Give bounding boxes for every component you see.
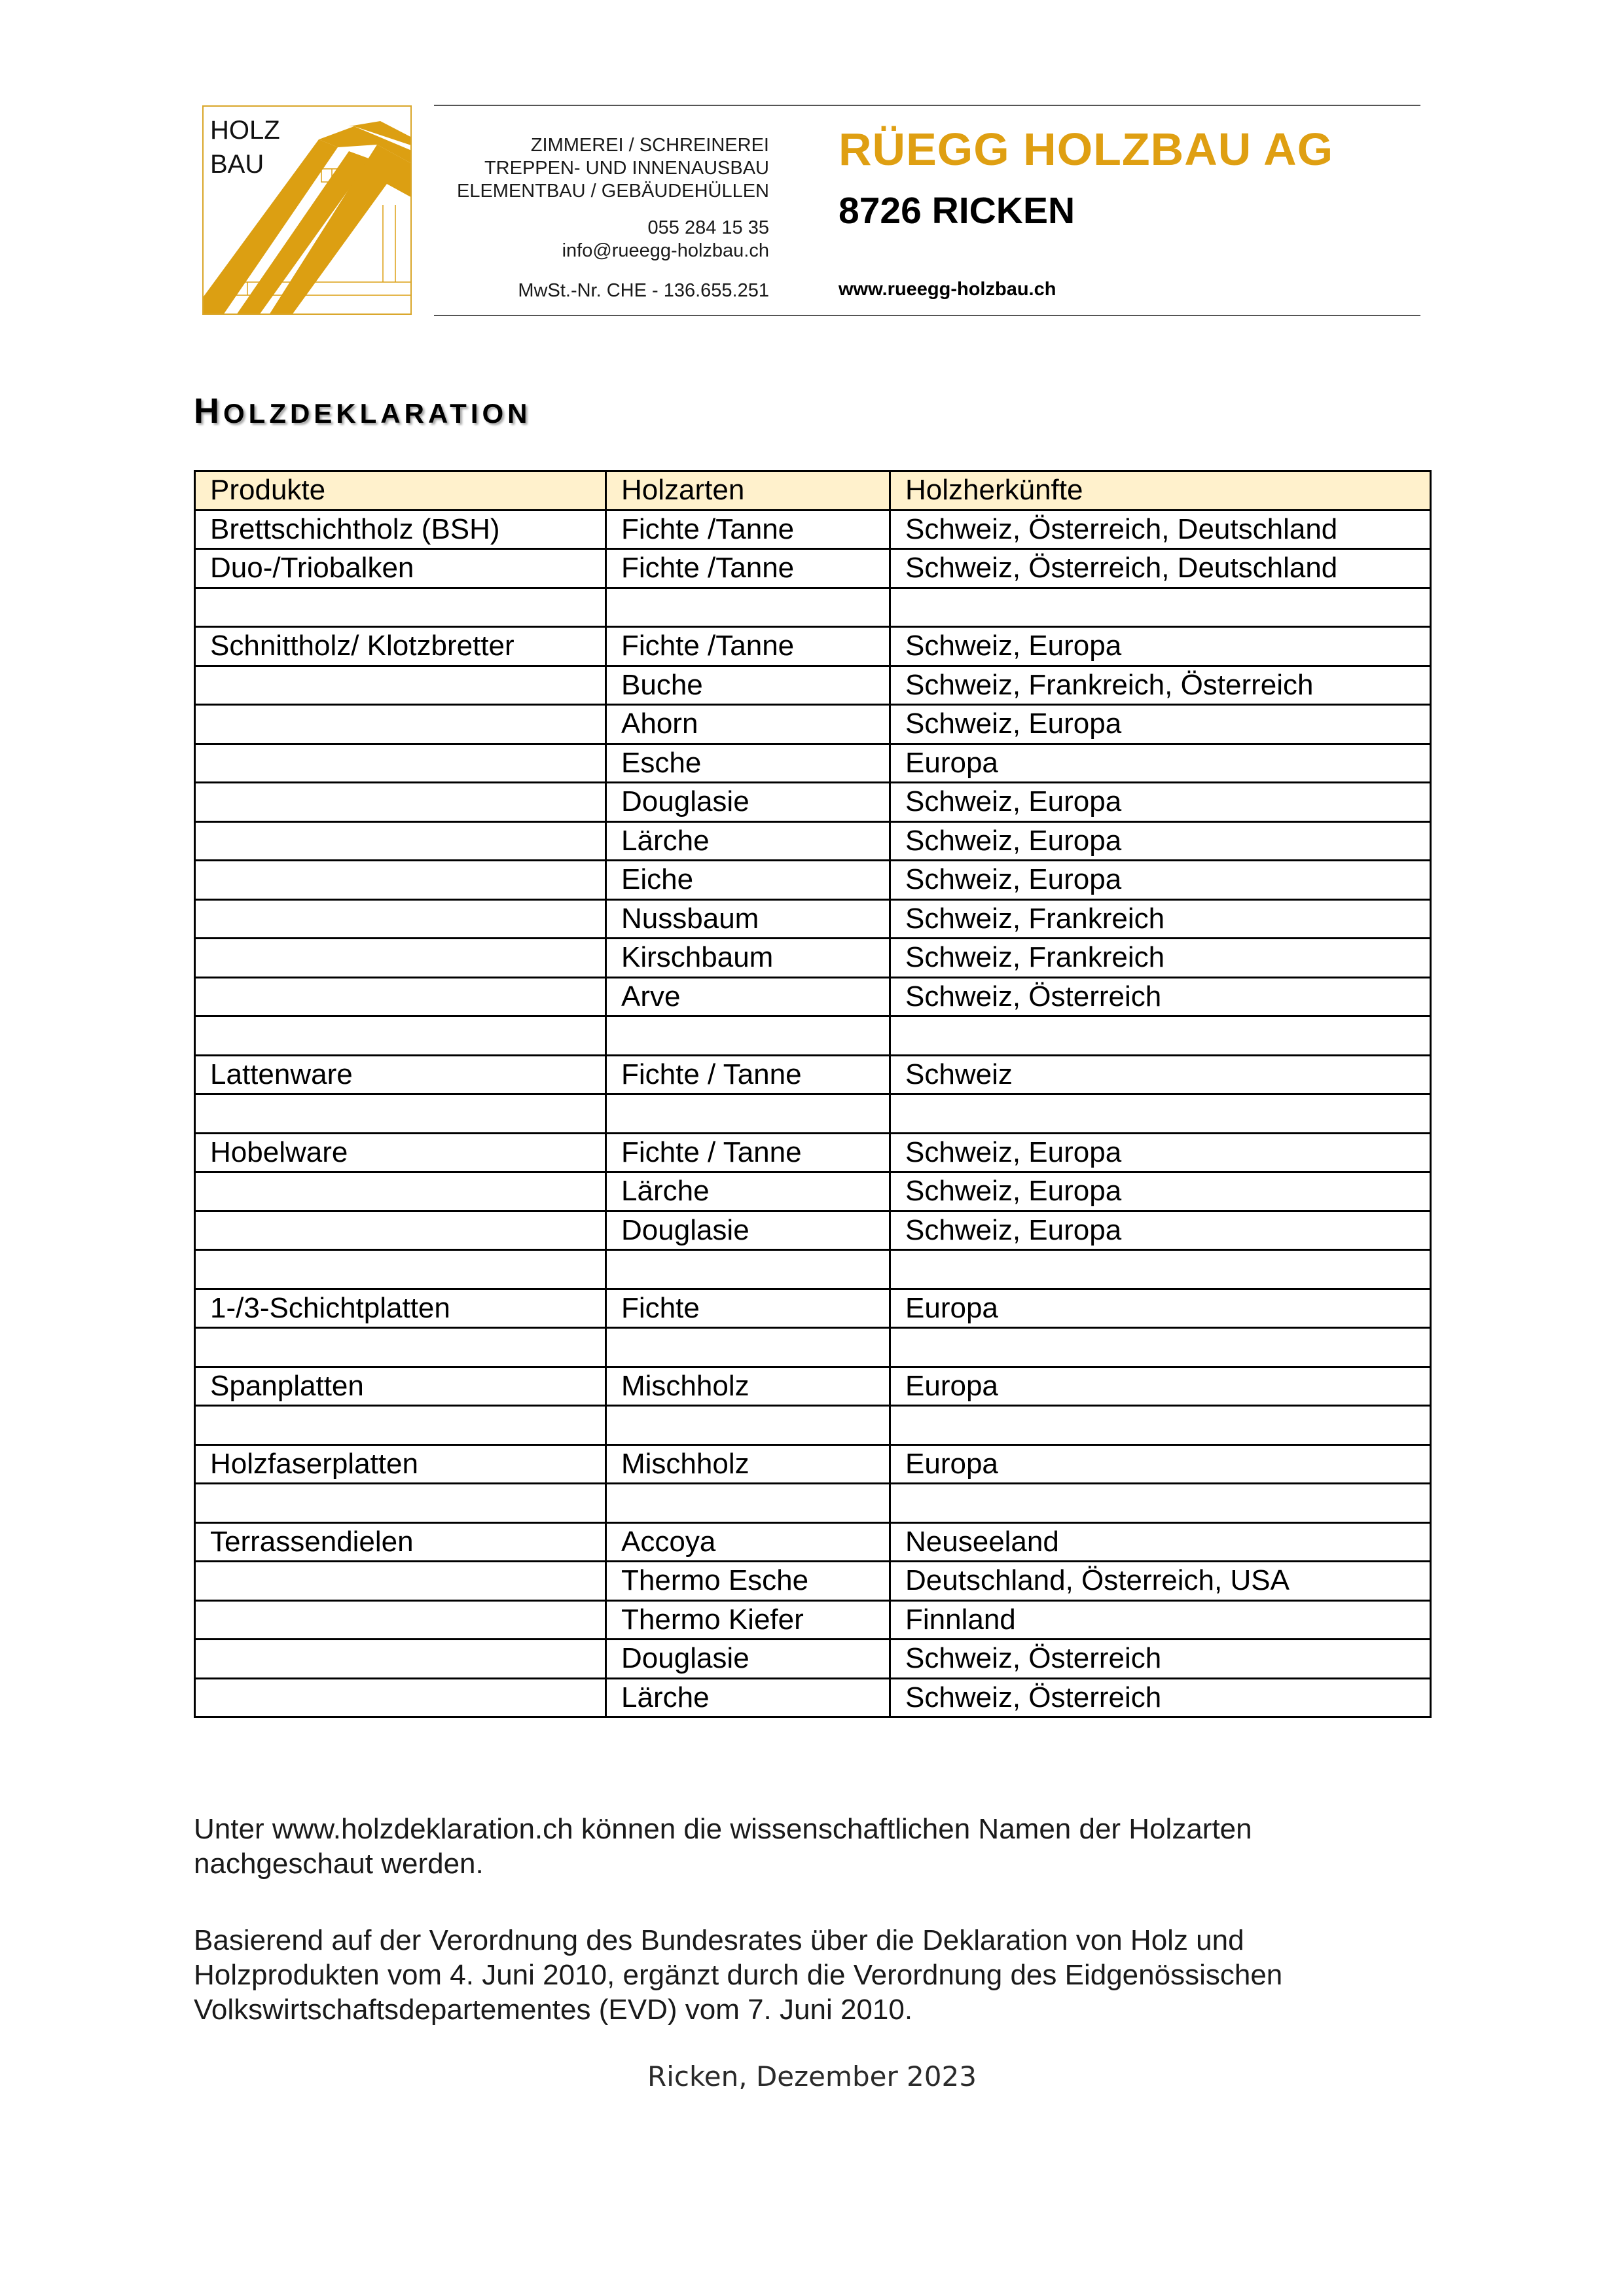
cell-wood-species: Douglasie: [606, 783, 890, 822]
cell-origin: Europa: [890, 1289, 1431, 1328]
header-wood-species: Holzarten: [606, 471, 890, 511]
cell-product: [195, 1094, 606, 1134]
cell-product: [195, 588, 606, 627]
services-list: [457, 134, 769, 203]
header-wood-origins: Holzherkünfte: [890, 471, 1431, 511]
cell-wood-species: [606, 1484, 890, 1523]
service-line: ZIMMEREI / SCHREINEREI: [530, 135, 769, 156]
table-row: [195, 899, 1431, 939]
cell-wood-species: [606, 1016, 890, 1056]
table-row: [195, 1211, 1431, 1250]
title-initial: H: [194, 391, 223, 431]
table-row: [195, 588, 1431, 627]
contact-block: [562, 217, 769, 262]
cell-wood-species: Douglasie: [606, 1640, 890, 1679]
note-scientific-names: Unter www.holzdeklaration.ch können die wissenschaftlichen Namen der Holzarten nachgeschaut werden.: [194, 1813, 1252, 1880]
cell-origin: [890, 1250, 1431, 1289]
table-row: [195, 1250, 1431, 1289]
cell-wood-species: Kirschbaum: [606, 939, 890, 978]
cell-product: 1-/3-Schichtplatten: [195, 1289, 606, 1328]
logo-text-holz: HOLZ: [210, 116, 280, 145]
table-body: [195, 510, 1431, 1717]
table-row: [195, 1600, 1431, 1640]
table-row: [195, 1406, 1431, 1445]
vat-number: MwSt.-Nr. CHE - 136.655.251: [518, 280, 769, 301]
cell-origin: Schweiz, Europa: [890, 861, 1431, 900]
cell-wood-species: Fichte /Tanne: [606, 510, 890, 549]
cell-product: [195, 1250, 606, 1289]
cell-product: [195, 1328, 606, 1367]
cell-origin: Schweiz, Frankreich, Österreich: [890, 666, 1431, 705]
logo-text-bau: BAU: [210, 150, 264, 179]
table-row: [195, 1133, 1431, 1172]
cell-wood-species: Esche: [606, 744, 890, 783]
cell-origin: Schweiz, Österreich: [890, 1678, 1431, 1717]
cell-wood-species: Nussbaum: [606, 899, 890, 939]
page-title: [194, 391, 532, 431]
cell-wood-species: [606, 588, 890, 627]
cell-origin: Schweiz, Frankreich: [890, 899, 1431, 939]
cell-product: [195, 1016, 606, 1056]
table-row: [195, 977, 1431, 1016]
cell-origin: Schweiz, Österreich, Deutschland: [890, 510, 1431, 549]
place-date: Ricken, Dezember 2023: [647, 2060, 977, 2092]
table-row: [195, 705, 1431, 744]
cell-origin: Schweiz, Europa: [890, 627, 1431, 666]
cell-product: [195, 1562, 606, 1601]
cell-origin: [890, 1016, 1431, 1056]
cell-origin: Schweiz, Europa: [890, 705, 1431, 744]
table-row: [195, 783, 1431, 822]
cell-product: Hobelware: [195, 1133, 606, 1172]
cell-wood-species: Accoya: [606, 1522, 890, 1562]
cell-origin: Schweiz: [890, 1055, 1431, 1094]
cell-wood-species: [606, 1328, 890, 1367]
cell-wood-species: [606, 1250, 890, 1289]
cell-origin: Europa: [890, 1367, 1431, 1406]
service-line: ELEMENTBAU / GEBÄUDEHÜLLEN: [456, 181, 769, 202]
cell-origin: [890, 1406, 1431, 1445]
table-row: [195, 1367, 1431, 1406]
table-row: [195, 1562, 1431, 1601]
cell-wood-species: Lärche: [606, 821, 890, 861]
cell-wood-species: [606, 1406, 890, 1445]
cell-product: [195, 1600, 606, 1640]
table-row: [195, 1172, 1431, 1211]
cell-product: Duo-/Triobalken: [195, 549, 606, 588]
logo-wordmark: [210, 113, 280, 181]
cell-origin: Schweiz, Frankreich: [890, 939, 1431, 978]
cell-product: [195, 1172, 606, 1211]
cell-product: Terrassendielen: [195, 1522, 606, 1562]
cell-product: [195, 977, 606, 1016]
phone-number: 055 284 15 35: [647, 217, 769, 238]
table-row: [195, 1289, 1431, 1328]
cell-product: Brettschichtholz (BSH): [195, 510, 606, 549]
table-row: [195, 666, 1431, 705]
cell-origin: Schweiz, Europa: [890, 783, 1431, 822]
table-row: [195, 861, 1431, 900]
cell-origin: [890, 1328, 1431, 1367]
cell-product: [195, 939, 606, 978]
cell-product: [195, 705, 606, 744]
cell-product: [195, 1640, 606, 1679]
cell-origin: Europa: [890, 1444, 1431, 1484]
cell-wood-species: Arve: [606, 977, 890, 1016]
cell-product: [195, 666, 606, 705]
service-line: TREPPEN- UND INNENAUSBAU: [484, 158, 769, 179]
table-row: [195, 939, 1431, 978]
table-row: [195, 1522, 1431, 1562]
table-row: [195, 1640, 1431, 1679]
table-row: [195, 1328, 1431, 1367]
cell-wood-species: Thermo Esche: [606, 1562, 890, 1601]
cell-wood-species: Eiche: [606, 861, 890, 900]
cell-product: [195, 1406, 606, 1445]
cell-wood-species: Fichte / Tanne: [606, 1055, 890, 1094]
company-city: 8726 RICKEN: [839, 190, 1075, 232]
table-row: [195, 510, 1431, 549]
cell-product: [195, 1211, 606, 1250]
cell-product: Holzfaserplatten: [195, 1444, 606, 1484]
title-rest: OLZDEKLARATION: [223, 398, 532, 429]
table-row: [195, 1484, 1431, 1523]
cell-origin: Europa: [890, 744, 1431, 783]
cell-origin: Schweiz, Europa: [890, 821, 1431, 861]
cell-product: Schnittholz/ Klotzbretter: [195, 627, 606, 666]
cell-origin: Schweiz, Österreich: [890, 1640, 1431, 1679]
cell-origin: Schweiz, Europa: [890, 1211, 1431, 1250]
company-logo: [202, 105, 412, 315]
cell-product: Spanplatten: [195, 1367, 606, 1406]
table-row: [195, 1678, 1431, 1717]
cell-wood-species: Lärche: [606, 1172, 890, 1211]
table-row: [195, 1016, 1431, 1056]
header-rule-top: [434, 105, 1420, 106]
table-row: [195, 1055, 1431, 1094]
table-row: [195, 821, 1431, 861]
cell-product: [195, 1678, 606, 1717]
cell-wood-species: Lärche: [606, 1678, 890, 1717]
cell-product: [195, 821, 606, 861]
cell-origin: Schweiz, Europa: [890, 1172, 1431, 1211]
table-row: [195, 1094, 1431, 1134]
cell-origin: [890, 1094, 1431, 1134]
company-name: RÜEGG HOLZBAU AG: [839, 124, 1334, 175]
cell-wood-species: Ahorn: [606, 705, 890, 744]
website-link[interactable]: www.rueegg-holzbau.ch: [839, 279, 1056, 300]
cell-product: [195, 744, 606, 783]
cell-wood-species: Douglasie: [606, 1211, 890, 1250]
cell-origin: Finnland: [890, 1600, 1431, 1640]
cell-origin: Neuseeland: [890, 1522, 1431, 1562]
cell-wood-species: Fichte /Tanne: [606, 627, 890, 666]
cell-wood-species: [606, 1094, 890, 1134]
table-row: [195, 744, 1431, 783]
cell-product: Lattenware: [195, 1055, 606, 1094]
cell-wood-species: Mischholz: [606, 1367, 890, 1406]
wood-declaration-table: [194, 470, 1432, 1718]
cell-product: [195, 861, 606, 900]
header-products: Produkte: [195, 471, 606, 511]
cell-wood-species: Mischholz: [606, 1444, 890, 1484]
cell-wood-species: Fichte: [606, 1289, 890, 1328]
cell-product: [195, 1484, 606, 1523]
table-row: [195, 1444, 1431, 1484]
note-legal-basis: Basierend auf der Verordnung des Bundesrates über die Deklaration von Holz und Holzprodukten vom 4. Juni 2010, ergänzt durch die Verordnung des Eidgenössischen Volkswirtschaftsdepartementes (EVD) vom 7. Juni 2010.: [194, 1924, 1283, 2026]
cell-wood-species: Buche: [606, 666, 890, 705]
table-row: [195, 627, 1431, 666]
header-rule-bottom: [434, 315, 1420, 316]
cell-origin: Schweiz, Österreich, Deutschland: [890, 549, 1431, 588]
cell-origin: Schweiz, Österreich: [890, 977, 1431, 1016]
cell-origin: Deutschland, Österreich, USA: [890, 1562, 1431, 1601]
cell-origin: [890, 588, 1431, 627]
cell-wood-species: Fichte /Tanne: [606, 549, 890, 588]
table-header-row: [195, 471, 1431, 511]
cell-wood-species: Fichte / Tanne: [606, 1133, 890, 1172]
cell-wood-species: Thermo Kiefer: [606, 1600, 890, 1640]
cell-product: [195, 899, 606, 939]
email-link[interactable]: info@rueegg-holzbau.ch: [562, 240, 769, 261]
cell-origin: [890, 1484, 1431, 1523]
cell-product: [195, 783, 606, 822]
table-row: [195, 549, 1431, 588]
cell-origin: Schweiz, Europa: [890, 1133, 1431, 1172]
